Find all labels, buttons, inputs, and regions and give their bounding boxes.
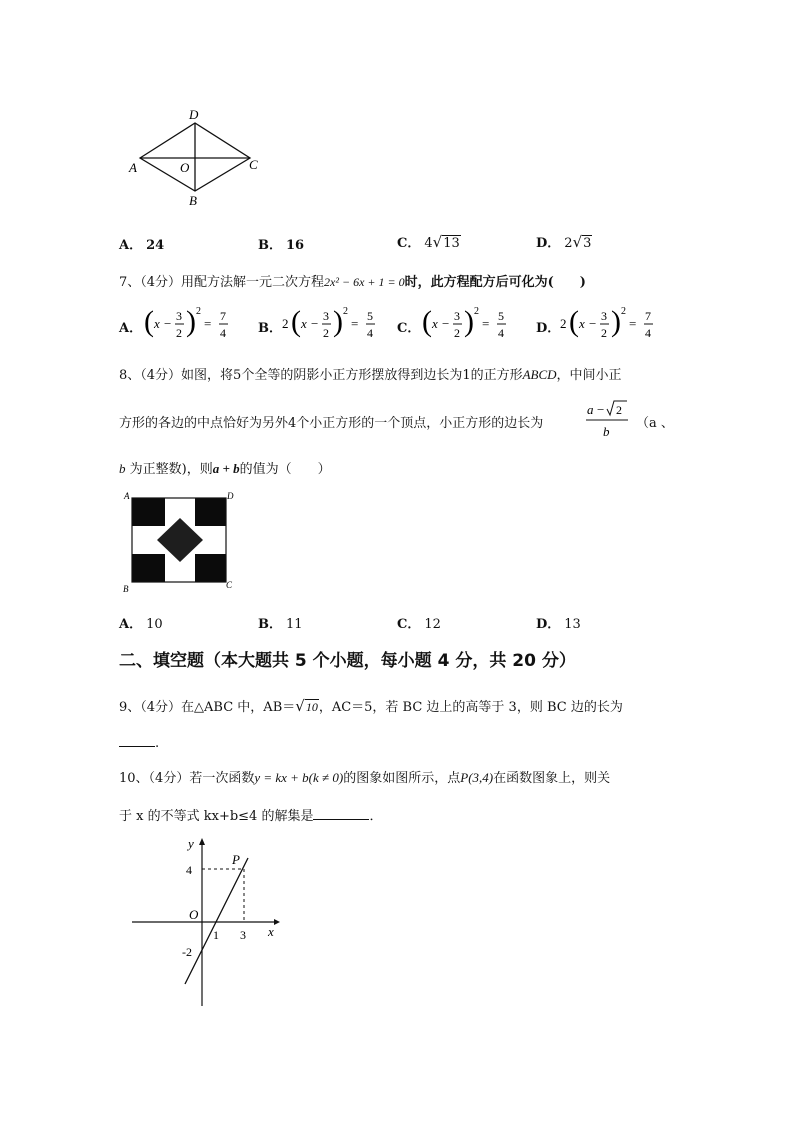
svg-text:3: 3	[323, 309, 329, 323]
svg-text:(: (	[291, 305, 301, 338]
origin-label: O	[189, 907, 199, 922]
q7-c-den: 4	[498, 326, 504, 340]
svg-text:−: −	[311, 316, 319, 331]
svg-text:2: 2	[176, 326, 182, 340]
y-axis-label: y	[188, 836, 194, 851]
q10-answer-blank[interactable]	[313, 807, 369, 820]
q6-option-c: C． 4√13	[397, 233, 460, 251]
svg-text:=: =	[482, 316, 490, 331]
x-tick-1: 1	[213, 928, 219, 942]
q8-side-fraction	[585, 396, 631, 442]
q9-answer-line: .	[119, 734, 159, 751]
rhombus-label-c: C	[249, 157, 258, 172]
q8-frac-b: b	[603, 424, 610, 439]
y-tick-neg2: -2	[182, 945, 192, 959]
q8-label-a: A	[124, 491, 130, 501]
svg-text:=: =	[204, 316, 212, 331]
q8-frac-rad: 2	[616, 403, 622, 417]
svg-text:2: 2	[454, 326, 460, 340]
q10-stem-line1: 10、（4分）若一次函数y = kx + b(k ≠ 0)的图象如图所示，点P(3,4)在函数图象上，则关	[119, 770, 611, 786]
q8-option-c: C． 12	[397, 617, 441, 632]
q9-answer-blank[interactable]	[119, 734, 155, 747]
q6-option-d: D． 2√3	[536, 233, 592, 251]
q8-option-b: B． 11	[258, 617, 303, 632]
rhombus-label-a: A	[129, 160, 137, 175]
q8-stem-line2-end: （a 、	[636, 416, 674, 431]
svg-text:): )	[333, 305, 343, 338]
q7-stem: 7、（4分）用配方法解一元二次方程2x² − 6x + 1 = 0时，此方程配方后可化为( )	[119, 275, 586, 290]
q8-stem-line3: b 为正整数)，则a + b的值为（ ）	[119, 461, 331, 477]
svg-text:−: −	[442, 316, 450, 331]
point-p-label: P	[232, 852, 240, 867]
svg-text:x: x	[432, 316, 438, 331]
rhombus-label-d: D	[189, 107, 199, 122]
q7-c-num: 5	[498, 309, 504, 323]
svg-text:(: (	[569, 305, 579, 338]
svg-text:): )	[464, 305, 474, 338]
q8-label-c: C	[226, 580, 233, 590]
y-axis-arrow-icon	[199, 838, 205, 845]
q8-option-d: D． 13	[536, 617, 581, 632]
q8-frac-a: a	[587, 402, 594, 417]
q7-d-den: 4	[645, 326, 651, 340]
q7-a-den: 4	[220, 326, 226, 340]
svg-text:2: 2	[343, 306, 348, 317]
linear-function-graph	[128, 834, 284, 1010]
svg-text:3: 3	[176, 309, 182, 323]
q6-option-b: B． 16	[258, 238, 305, 253]
rhombus-figure	[125, 104, 265, 212]
svg-text:=: =	[629, 316, 637, 331]
svg-text:2: 2	[601, 326, 607, 340]
rhombus-label-o: O	[180, 160, 190, 175]
svg-text:2: 2	[474, 306, 479, 317]
q8-label-b: B	[123, 584, 129, 594]
q8-label-d: D	[227, 491, 234, 501]
q7-b-coef: 2	[282, 316, 289, 331]
svg-text:(: (	[144, 305, 154, 338]
svg-text:−: −	[589, 316, 597, 331]
svg-text:(: (	[422, 305, 432, 338]
svg-text:=: =	[351, 316, 359, 331]
svg-text:3: 3	[601, 309, 607, 323]
svg-text:3: 3	[454, 309, 460, 323]
q7-expr-b	[282, 305, 402, 341]
q7-a-num: 7	[220, 309, 226, 323]
x-tick-3: 3	[240, 928, 246, 942]
q6-option-a: A． 24	[119, 238, 165, 253]
y-tick-4: 4	[186, 863, 192, 877]
q8-stem-line2: 方形的各边的中点恰好为另外4个小正方形的一个顶点，小正方形的边长为	[119, 416, 544, 431]
svg-text:x: x	[579, 316, 585, 331]
svg-text:2: 2	[196, 306, 201, 317]
svg-text:x: x	[301, 316, 307, 331]
x-axis-label: x	[268, 924, 274, 939]
q7-expr-c	[422, 305, 537, 341]
svg-text:2: 2	[621, 306, 626, 317]
svg-text:): )	[186, 305, 196, 338]
svg-text:x: x	[154, 316, 160, 331]
q8-squares-figure	[120, 488, 238, 596]
svg-text:): )	[611, 305, 621, 338]
section-2-heading: 二、填空题（本大题共 5 个小题，每小题 4 分，共 20 分）	[119, 651, 576, 671]
svg-text:−: −	[597, 402, 605, 417]
svg-text:−: −	[164, 316, 172, 331]
q7-b-den: 4	[367, 326, 373, 340]
q8-stem-line1: 8、（4分）如图，将5个全等的阴影小正方形摆放得到边长为1的正方形ABCD，中间小正	[119, 367, 622, 383]
x-axis-arrow-icon	[274, 919, 280, 925]
q10-stem-line2: 于 x 的不等式 kx+b≤4 的解集是 ．	[119, 809, 383, 824]
rhombus-label-b: B	[189, 193, 197, 208]
q7-expr-a	[144, 305, 259, 341]
q8-option-a: A． 10	[119, 617, 163, 632]
q7-expr-d	[560, 305, 680, 341]
q7-d-num: 7	[645, 309, 651, 323]
q9-stem: 9、（4分）在△ABC 中，AB＝√10，AC＝5，若 BC 边上的高等于 3，则 BC 边的长为	[119, 697, 623, 715]
q7-b-num: 5	[367, 309, 373, 323]
q7-d-coef: 2	[560, 316, 567, 331]
svg-text:2: 2	[323, 326, 329, 340]
